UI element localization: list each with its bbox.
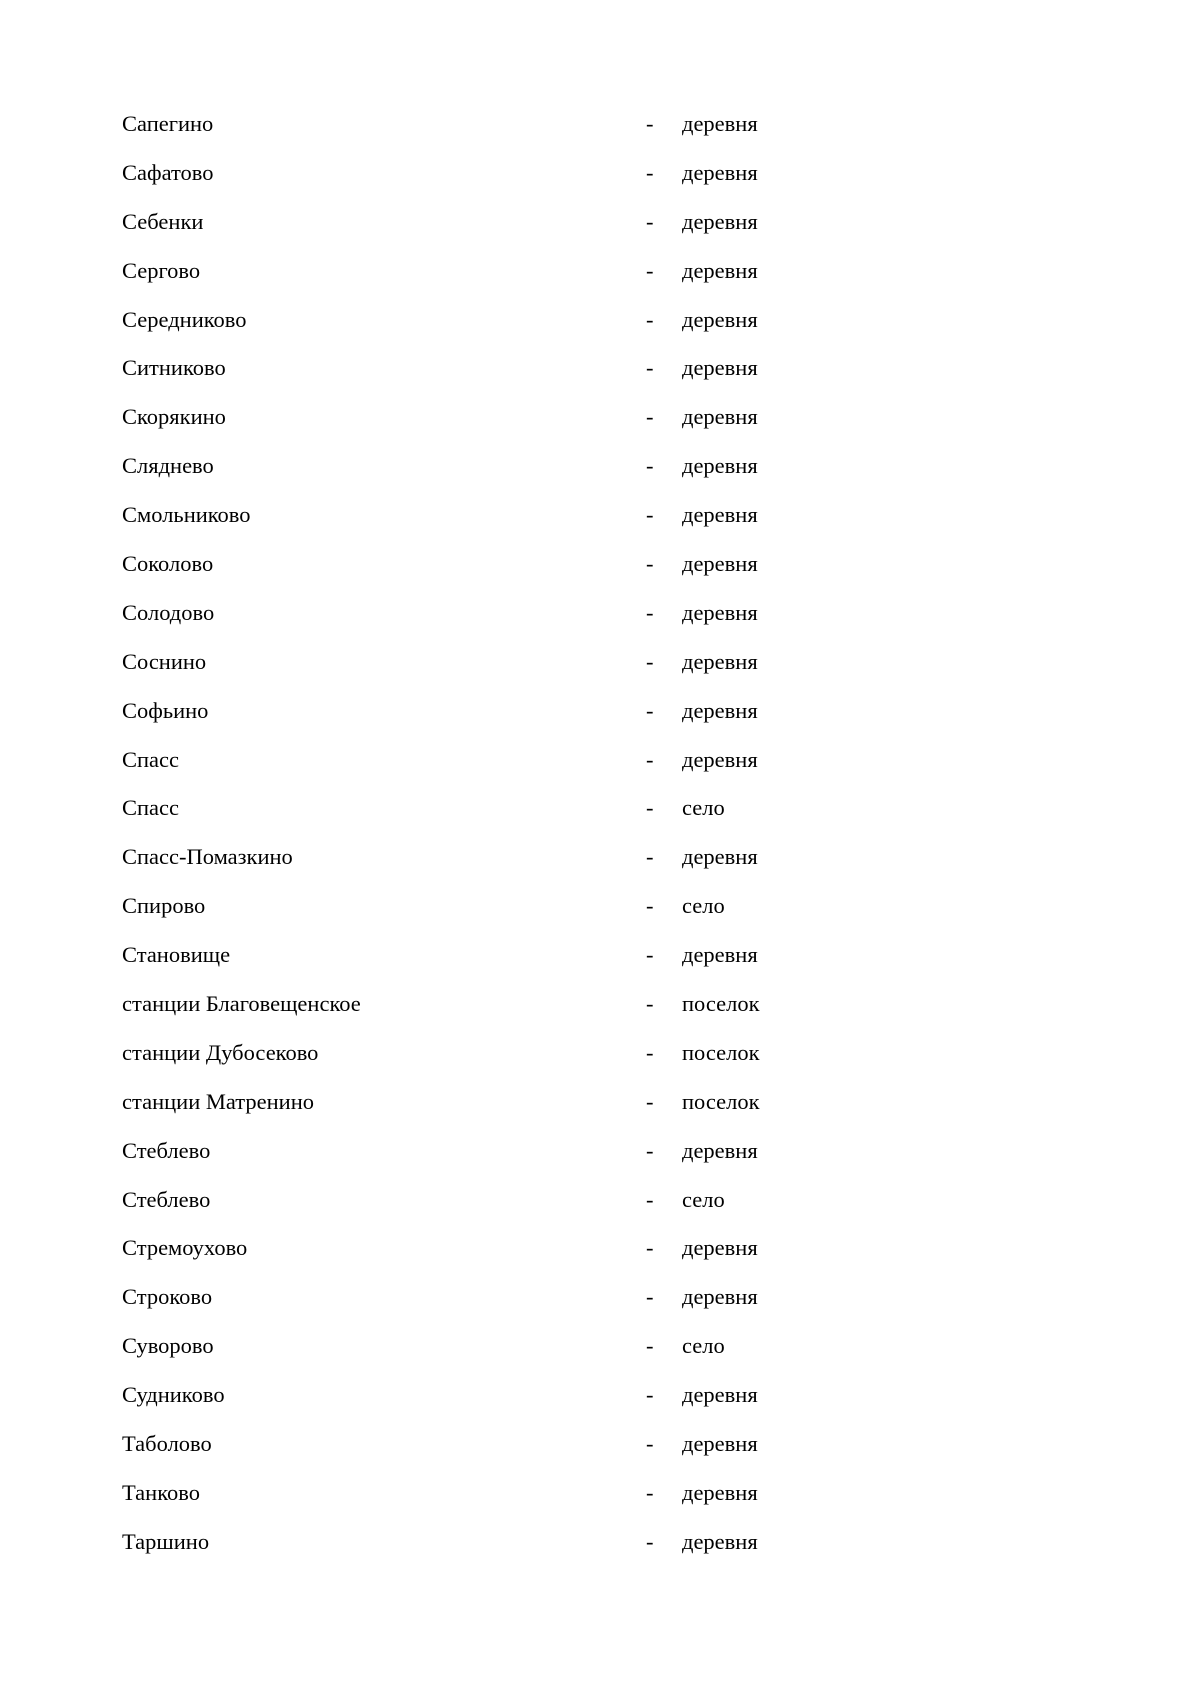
separator-dash: - (646, 551, 654, 577)
settlement-type: село (682, 893, 725, 919)
settlement-type: село (682, 1186, 725, 1212)
separator-dash: - (646, 1186, 654, 1212)
list-item (0, 1428, 1200, 1477)
separator-dash: - (646, 1479, 654, 1505)
settlement-type: поселок (682, 1088, 760, 1114)
list-item (0, 352, 1200, 401)
separator-dash: - (646, 844, 654, 870)
settlement-type: деревня (682, 844, 758, 870)
settlement-type: деревня (682, 404, 758, 430)
settlement-type: деревня (682, 599, 758, 625)
separator-dash: - (646, 111, 654, 136)
list-item (0, 108, 1200, 157)
list-item (0, 1330, 1200, 1379)
settlement-type: деревня (682, 1284, 758, 1310)
settlement-name: Становище (122, 942, 231, 968)
separator-dash: - (646, 257, 654, 283)
settlement-type: деревня (682, 1431, 758, 1457)
settlement-type: деревня (682, 697, 758, 723)
settlement-type: поселок (682, 991, 760, 1017)
settlement-type: деревня (682, 1382, 758, 1408)
settlement-name: Таболово (122, 1431, 212, 1457)
settlement-type: поселок (682, 1039, 760, 1065)
settlement-name: Сляднево (122, 453, 214, 479)
list-item (0, 450, 1200, 499)
settlement-name: станции Дубосеково (122, 1039, 319, 1065)
settlement-type: деревня (682, 1528, 758, 1554)
settlement-name: Ситниково (122, 355, 226, 381)
settlement-type: село (682, 1333, 725, 1359)
list-item (0, 304, 1200, 353)
separator-dash: - (646, 599, 654, 625)
separator-dash: - (646, 991, 654, 1017)
list-item (0, 1477, 1200, 1526)
settlement-name: Стремоухово (122, 1235, 248, 1261)
settlement-name: Спасс (122, 795, 180, 821)
list-item (0, 1379, 1200, 1428)
list-item (0, 744, 1200, 793)
settlement-name: Спасс-Помазкино (122, 844, 293, 870)
settlement-type: деревня (682, 208, 758, 234)
settlement-name: Стеблево (122, 1137, 211, 1163)
settlement-type: деревня (682, 306, 758, 332)
settlement-type: деревня (682, 453, 758, 479)
separator-dash: - (646, 306, 654, 332)
separator-dash: - (646, 942, 654, 968)
settlement-name: Сергово (122, 257, 201, 283)
settlement-type: деревня (682, 1137, 758, 1163)
settlement-name: Таршино (122, 1528, 210, 1554)
settlement-name: Танково (122, 1479, 200, 1505)
list-item (0, 1526, 1200, 1575)
list-item (0, 255, 1200, 304)
settlement-name: Скорякино (122, 404, 226, 430)
separator-dash: - (646, 697, 654, 723)
list-item (0, 401, 1200, 450)
separator-dash: - (646, 1528, 654, 1554)
list-item (0, 695, 1200, 744)
separator-dash: - (646, 208, 654, 234)
separator-dash: - (646, 1382, 654, 1408)
settlement-name: Стеблево (122, 1186, 211, 1212)
list-item (0, 548, 1200, 597)
separator-dash: - (646, 159, 654, 185)
separator-dash: - (646, 1088, 654, 1114)
settlement-type: деревня (682, 746, 758, 772)
list-item (0, 597, 1200, 646)
settlement-type: деревня (682, 502, 758, 528)
list-item (0, 206, 1200, 255)
settlement-type: деревня (682, 257, 758, 283)
separator-dash: - (646, 648, 654, 674)
list-item (0, 1184, 1200, 1233)
separator-dash: - (646, 1137, 654, 1163)
settlement-name: Середниково (122, 306, 247, 332)
settlement-name: станции Благовещенское (122, 991, 361, 1017)
list-item (0, 1135, 1200, 1184)
separator-dash: - (646, 1284, 654, 1310)
separator-dash: - (646, 355, 654, 381)
separator-dash: - (646, 502, 654, 528)
settlement-name: Сапегино (122, 111, 214, 136)
settlement-name: Себенки (122, 208, 204, 234)
list-item (0, 1037, 1200, 1086)
settlement-name: Строково (122, 1284, 213, 1310)
list-item (0, 988, 1200, 1037)
list-item (0, 939, 1200, 988)
settlement-type: деревня (682, 111, 758, 136)
separator-dash: - (646, 1333, 654, 1359)
list-item (0, 1281, 1200, 1330)
settlement-name: Соколово (122, 551, 214, 577)
settlement-name: Судниково (122, 1382, 225, 1408)
settlement-name: Соснино (122, 648, 207, 674)
list-item (0, 841, 1200, 890)
settlement-type: деревня (682, 551, 758, 577)
list-item (0, 499, 1200, 548)
settlement-name: Смольниково (122, 502, 251, 528)
separator-dash: - (646, 795, 654, 821)
list-item (0, 1086, 1200, 1135)
list-item (0, 157, 1200, 206)
list-item (0, 646, 1200, 695)
settlement-list (0, 108, 1200, 1575)
list-item (0, 1232, 1200, 1281)
separator-dash: - (646, 1039, 654, 1065)
settlement-name: Солодово (122, 599, 215, 625)
separator-dash: - (646, 1431, 654, 1457)
settlement-name: Спирово (122, 893, 206, 919)
settlement-name: Софьино (122, 697, 209, 723)
settlement-type: село (682, 795, 725, 821)
separator-dash: - (646, 453, 654, 479)
settlement-type: деревня (682, 1235, 758, 1261)
list-item (0, 890, 1200, 939)
separator-dash: - (646, 893, 654, 919)
settlement-name: Суворово (122, 1333, 214, 1359)
separator-dash: - (646, 746, 654, 772)
list-item (0, 792, 1200, 841)
settlement-type: деревня (682, 648, 758, 674)
settlement-name: Сафатово (122, 159, 214, 185)
settlement-name: станции Матренино (122, 1088, 314, 1114)
settlement-type: деревня (682, 942, 758, 968)
settlement-type: деревня (682, 159, 758, 185)
settlement-type: деревня (682, 355, 758, 381)
settlement-name: Спасс (122, 746, 180, 772)
separator-dash: - (646, 404, 654, 430)
separator-dash: - (646, 1235, 654, 1261)
settlement-type: деревня (682, 1479, 758, 1505)
